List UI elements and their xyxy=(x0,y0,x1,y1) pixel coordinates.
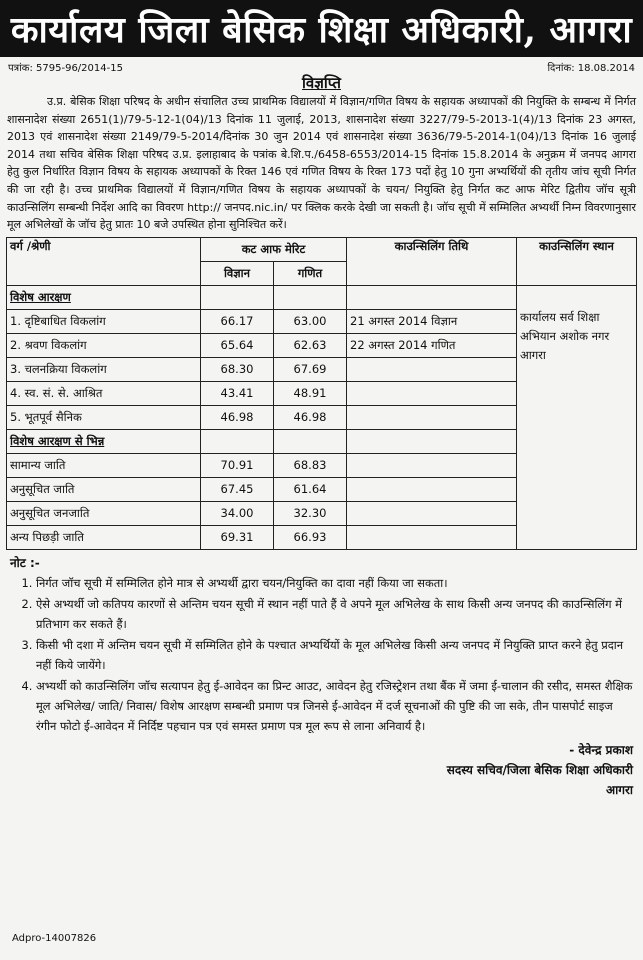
row-science: 67.45 xyxy=(201,477,274,501)
header-science: विज्ञान xyxy=(201,261,274,285)
signatory-name: - देवेन्द्र प्रकाश xyxy=(569,742,633,757)
header-counselling-date: काउन्सिलिंग तिथि xyxy=(347,237,517,285)
intro-paragraph: उ.प्र. बेसिक शिक्षा परिषद के अधीन संचालित उच्च प्राथमिक विद्यालयों में विज्ञान/गणित विषय के सहायक अध्यापकों की नियुक्ति के सम्बन्ध में निर्गत शासनादेश संख्या 2651(1)/79-5-12-1(04)/13 दिनांक 11 जुलाई, 2013, शासनादेश संख्या 3227/79-5-2013-1(4)/13 दिनांक 23 अगस्त, 2013 एवं शासनादेश संख्या 2149/79-5-2014/दिनांक 30 जुन 2014 एवं शासनादेश संख्या 3636/79-5-2014-1(04)/13 दिनांक 16 जुलाई 2014 तथा सचिव बेसिक शिक्षा परिषद उ.प्र. इलाहाबाद के पत्रांक बे.शि.प./6458-6553/2014-15 दिनांक 15.8.2014 के अनुक्रम में जनपद आगरा हेतु कुल निर्धारित विज्ञान विषय के सहायक अध्यापकों के रिक्त 146 एवं गणित विषय के रिक्त 173 पदों हेतु 10 गुना अभ्यर्थियों की तृतीय जांच सूची निर्गत की जा रही है। उच्च प्राथमिक विद्यालयों में विज्ञान/गणित विषय के सहायक अध्यापकों के चयन/ नियुक्ति हेतु निर्गत कट आफ मेरिट द्वितीय जॉच सूत्री काउन्सिलिंग सम्बन्धी निर्देश आदि का विवरण http:// जनपद.nic.in/ पर क्लिक करके देखी जा सकती है। जॉच सूची में सम्मिलित अभ्यर्थी निम्न विवरणानुसार मूल अभिलेखों के जॉच हेतु प्रातः 10 बजे उपस्थित होना सुनिश्चित करें। xyxy=(7,95,636,232)
row-science: 66.17 xyxy=(201,309,274,333)
counselling-date-science: 21 अगस्त 2014 विज्ञान xyxy=(347,309,517,333)
row-maths: 66.93 xyxy=(274,525,347,549)
row-science: 43.41 xyxy=(201,381,274,405)
header-counselling-place: काउन्सिलिंग स्थान xyxy=(517,237,637,285)
header-cutoff: कट आफ मेरिट xyxy=(201,237,347,261)
row-science: 34.00 xyxy=(201,501,274,525)
adpro-code: Adpro-14007826 xyxy=(12,933,97,944)
notes-list xyxy=(6,573,637,736)
row-category: अनुसूचित जाति xyxy=(7,477,201,501)
row-category: 5. भूतपूर्व सैनिक xyxy=(7,405,201,429)
row-maths: 62.63 xyxy=(274,333,347,357)
row-maths: 68.83 xyxy=(274,453,347,477)
row-maths: 67.69 xyxy=(274,357,347,381)
row-science: 70.91 xyxy=(201,453,274,477)
row-science: 46.98 xyxy=(201,405,274,429)
masthead-title: कार्यालय जिला बेसिक शिक्षा अधिकारी, आगरा xyxy=(0,0,643,57)
row-category: अनुसूचित जनजाति xyxy=(7,501,201,525)
row-category: 4. स्व. सं. से. आश्रित xyxy=(7,381,201,405)
row-category: 2. श्रवण विकलांग xyxy=(7,333,201,357)
header-maths: गणित xyxy=(274,261,347,285)
row-category: सामान्य जाति xyxy=(7,453,201,477)
note-item: 3. किसी भी दशा में अन्तिम चयन सूची में सम्मिलित होने के पश्चात अभ्यर्थियों के मूल अभिलेख किसी अन्य जनपद में नियुक्ति प्राप्त करने हेतु प्रदान नहीं किये जायेंगे। xyxy=(36,635,637,675)
row-science: 65.64 xyxy=(201,333,274,357)
ref-date: दिनांक: 18.08.2014 xyxy=(547,63,635,74)
row-maths: 48.91 xyxy=(274,381,347,405)
counselling-date-maths: 22 अगस्त 2014 गणित xyxy=(347,333,517,357)
ref-number: पत्रांक: 5795-96/2014-15 xyxy=(8,63,123,74)
row-category: 1. दृष्टिबाधित विकलांग xyxy=(7,309,201,333)
note-item: 1. निर्गत जॉच सूची में सम्मिलित होने मात्र से अभ्यर्थी द्वारा चयन/नियुक्ति का दावा नहीं किया जा सकता। xyxy=(36,573,637,593)
note-title: नोट :- xyxy=(10,555,40,570)
row-maths: 63.00 xyxy=(274,309,347,333)
cutoff-table xyxy=(6,237,637,550)
reference-line xyxy=(6,60,637,74)
row-maths: 32.30 xyxy=(274,501,347,525)
row-science: 69.31 xyxy=(201,525,274,549)
section-row xyxy=(7,285,637,309)
row-category: 3. चलनक्रिया विकलांग xyxy=(7,357,201,381)
signatory-designation: सदस्य सचिव/जिला बेसिक शिक्षा अधिकारी xyxy=(446,762,633,777)
row-maths: 61.64 xyxy=(274,477,347,501)
notice-heading: विज्ञप्ति xyxy=(302,74,341,92)
counselling-place: कार्यालय सर्व शिक्षा अभियान अशोक नगर आगरा xyxy=(517,285,637,549)
section-general: विशेष आरक्षण से भिन्न xyxy=(7,429,201,453)
table-header-row xyxy=(7,237,637,261)
section-special-reservation: विशेष आरक्षण xyxy=(7,285,201,309)
note-item: 4. अभ्यर्थी को काउन्सिलिंग जॉच सत्यापन हेतु ई-आवेदन का प्रिन्ट आउट, आवेदन हेतु रजिस्ट्रेशन तथा बैंक में जमा ई-चालान की रसीद, समस्त शैक्षिक मूल अभिलेख/ जाति/ निवास/ विशेष आरक्षण सम्बन्धी प्रमाण पत्र जिनसे ई-आवेदन में दर्ज सूचनाओं की पुष्टि की जा सके, तीन पासपोर्ट साइज रंगीन फोटो ई-आवेदन में निर्दिष्ट पहचान पत्र एवं समस्त प्रमाण पत्र मूल रूप से लाना अनिवार्य है। xyxy=(36,676,637,736)
signature-block xyxy=(6,740,637,800)
row-category: अन्य पिछड़ी जाति xyxy=(7,525,201,549)
note-item: 2. ऐसे अभ्यर्थी जो कतिपय कारणों से अन्तिम चयन सूची में स्थान नहीं पाते हैं वे अपने मूल अभिलेख के साथ किसी अन्य जनपद की काउन्सिलिंग में प्रतिभाग कर सकते हैं। xyxy=(36,594,637,634)
row-maths: 46.98 xyxy=(274,405,347,429)
row-science: 68.30 xyxy=(201,357,274,381)
header-category: वर्ग /श्रेणी xyxy=(7,237,201,285)
signatory-place: आगरा xyxy=(605,782,633,797)
